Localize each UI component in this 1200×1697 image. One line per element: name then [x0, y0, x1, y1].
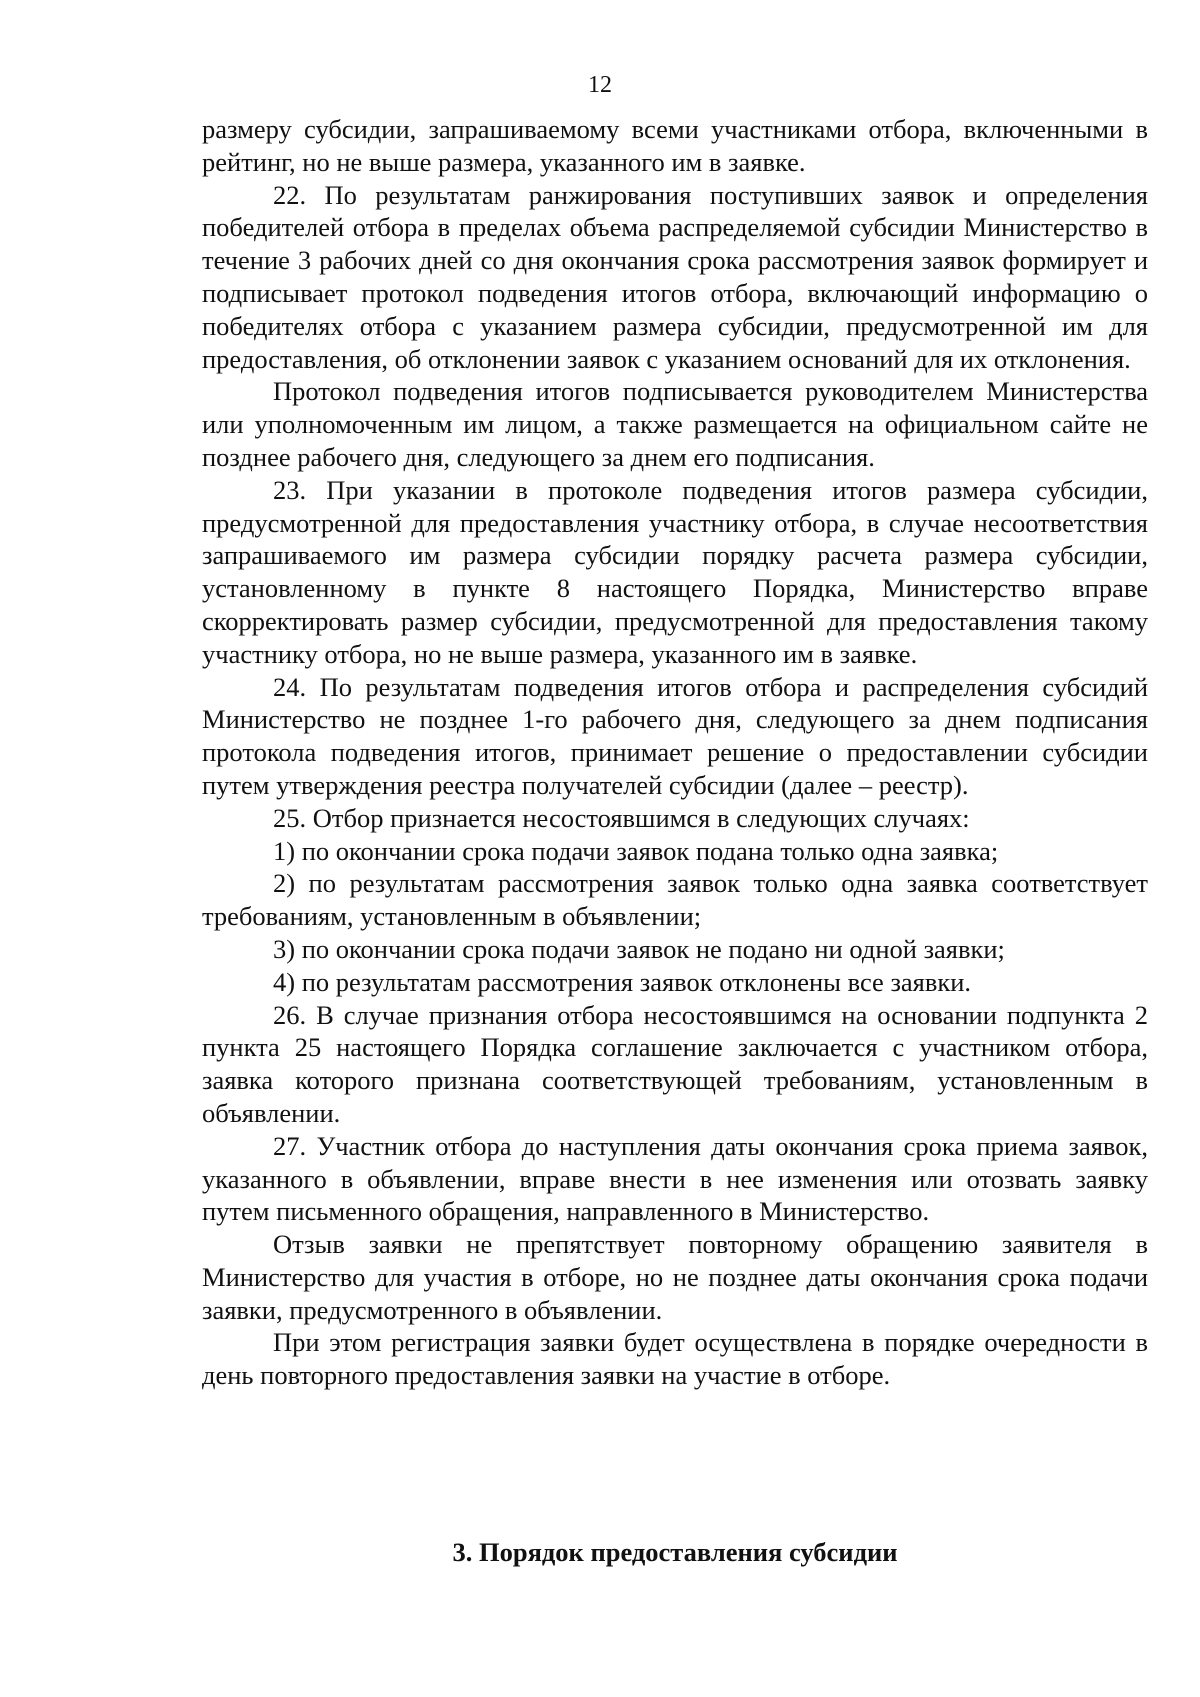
paragraph-clause-24: 24. По результатам подведения итогов отбора и распределения субсидий Министерство не позднее 1-го рабочего дня, следующего за днем подписания протокола подведения итогов, принимает решение о предоставлении субсидии путем утверждения реестра получателей субсидии (далее – реестр). — [202, 671, 1148, 800]
paragraph-clause-22: 22. По результатам ранжирования поступивших заявок и определения победителей отбора в пределах объема распределяемой субсидии Министерство в течение 3 рабочих дней со дня окончания срока рассмотрения заявок формирует и подписывает протокол подведения итогов отбора, включающий информацию о победителях отбора с указанием размера субсидии, предусмотренной им для предоставления, об отклонении заявок с указанием оснований для их отклонения. — [202, 179, 1148, 374]
list-item-case-3: 3) по окончании срока подачи заявок не подано ни одной заявки; — [273, 933, 1005, 964]
page-number: 12 — [588, 72, 612, 98]
paragraph-clause-26: 26. В случае признания отбора несостоявшимся на основании подпункта 2 пункта 25 настоящего Порядка соглашение заключается с участником отбора, заявка которого признана соответствующей требованиям, установленным в объявлении. — [202, 999, 1148, 1128]
paragraph-clause-23: 23. При указании в протоколе подведения итогов размера субсидии, предусмотренной для предоставления участнику отбора, в случае несоответствия запрашиваемого им размера субсидии порядку расчета размера субсидии, установленному в пункте 8 настоящего Порядка, Министерство вправе скорректировать размер субсидии, предусмотренной для предоставления такому участнику отбора, но не выше размера, указанного им в заявке. — [202, 474, 1148, 669]
paragraph-clause-27: 27. Участник отбора до наступления даты окончания срока приема заявок, указанного в объявлении, вправе внести в нее изменения или отозвать заявку путем письменного обращения, направленного в Министерство. — [202, 1130, 1148, 1227]
paragraph-continuation: размеру субсидии, запрашиваемому всеми участниками отбора, включенными в рейтинг, но не выше размера, указанного им в заявке. — [202, 114, 1148, 177]
list-item-case-1: 1) по окончании срока подачи заявок подана только одна заявка; — [273, 835, 999, 866]
paragraph-withdrawal: Отзыв заявки не препятствует повторному обращению заявителя в Министерство для участия в отборе, но не позднее даты окончания срока подачи заявки, предусмотренного в объявлении. — [202, 1229, 1148, 1325]
list-item-case-4: 4) по результатам рассмотрения заявок отклонены все заявки. — [273, 966, 972, 997]
paragraph-registration: При этом регистрация заявки будет осуществлена в порядке очередности в день повторного предоставления заявки на участие в отборе. — [202, 1327, 1148, 1391]
paragraph-clause-25: 25. Отбор признается несостоявшимся в следующих случаях: — [273, 802, 970, 833]
section-heading: 3. Порядок предоставления субсидии — [452, 1537, 898, 1567]
list-item-case-2: 2) по результатам рассмотрения заявок только одна заявка соответствует требованиям, установленным в объявлении; — [202, 868, 1148, 932]
document-body — [202, 113, 1148, 1392]
paragraph-protocol-signing: Протокол подведения итогов подписывается руководителем Министерства или уполномоченным им лицом, а также размещается на официальном сайте не позднее рабочего дня, следующего за днем его подписания. — [202, 376, 1148, 472]
